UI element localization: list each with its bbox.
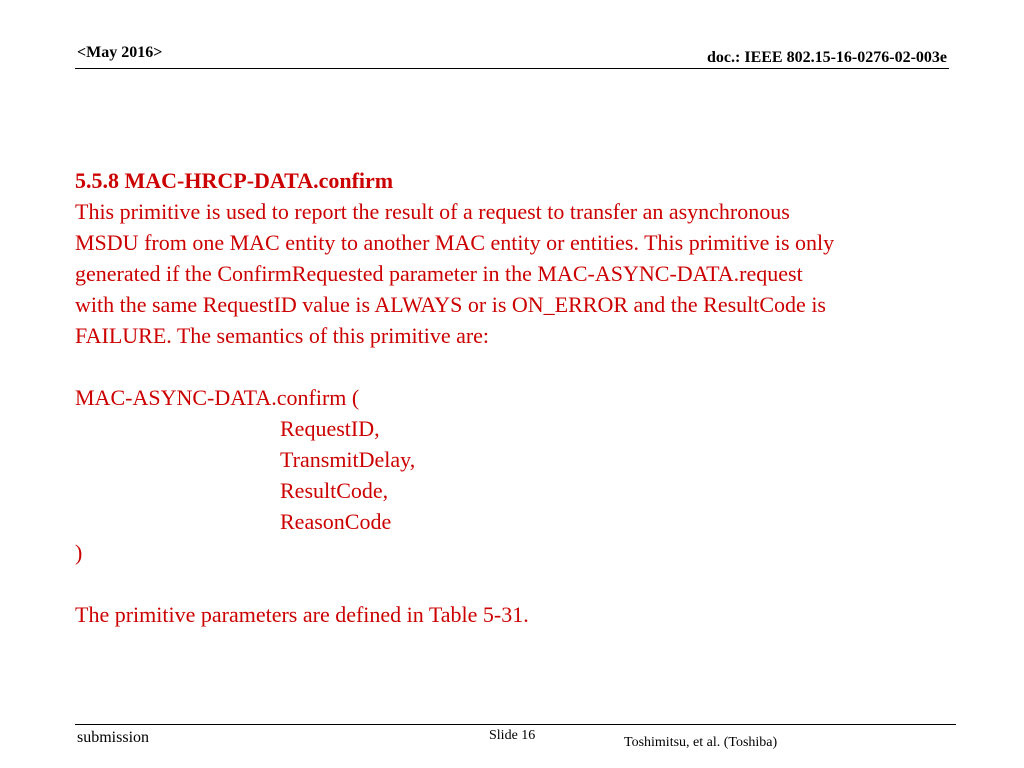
paragraph-line: MSDU from one MAC entity to another MAC entity or entities. This primitive is only [75, 230, 835, 255]
footer-submission: submission [77, 729, 150, 746]
primitive-close: ) [75, 540, 83, 565]
footer-divider [75, 724, 956, 725]
primitive-parameter: ResultCode, [280, 478, 389, 503]
header-date: <May 2016> [77, 44, 163, 61]
primitive-parameter: TransmitDelay, [280, 447, 416, 472]
header-divider [75, 68, 949, 69]
primitive-open: MAC-ASYNC-DATA.confirm ( [75, 385, 360, 410]
blank-line [75, 351, 975, 382]
closing-sentence: The primitive parameters are defined in Table 5-31. [75, 602, 529, 627]
footer-author: Toshimitsu, et al. (Toshiba) [624, 735, 778, 750]
paragraph-line: FAILURE. The semantics of this primitive are: [75, 323, 490, 348]
header-document-id: doc.: IEEE 802.15-16-0276-02-003e [707, 49, 947, 66]
primitive-parameter: RequestID, [280, 416, 380, 441]
paragraph-line: This primitive is used to report the result of a request to transfer an asynchronous [75, 199, 790, 224]
slide-content [75, 165, 975, 630]
section-heading: 5.5.8 MAC-HRCP-DATA.confirm [75, 168, 394, 193]
primitive-parameter: ReasonCode [280, 509, 392, 534]
slide-number: Slide 16 [489, 728, 536, 743]
paragraph-line: generated if the ConfirmRequested parameter in the MAC-ASYNC-DATA.request [75, 261, 803, 286]
paragraph-line: with the same RequestID value is ALWAYS or is ON_ERROR and the ResultCode is [75, 292, 826, 317]
blank-line [75, 568, 975, 599]
